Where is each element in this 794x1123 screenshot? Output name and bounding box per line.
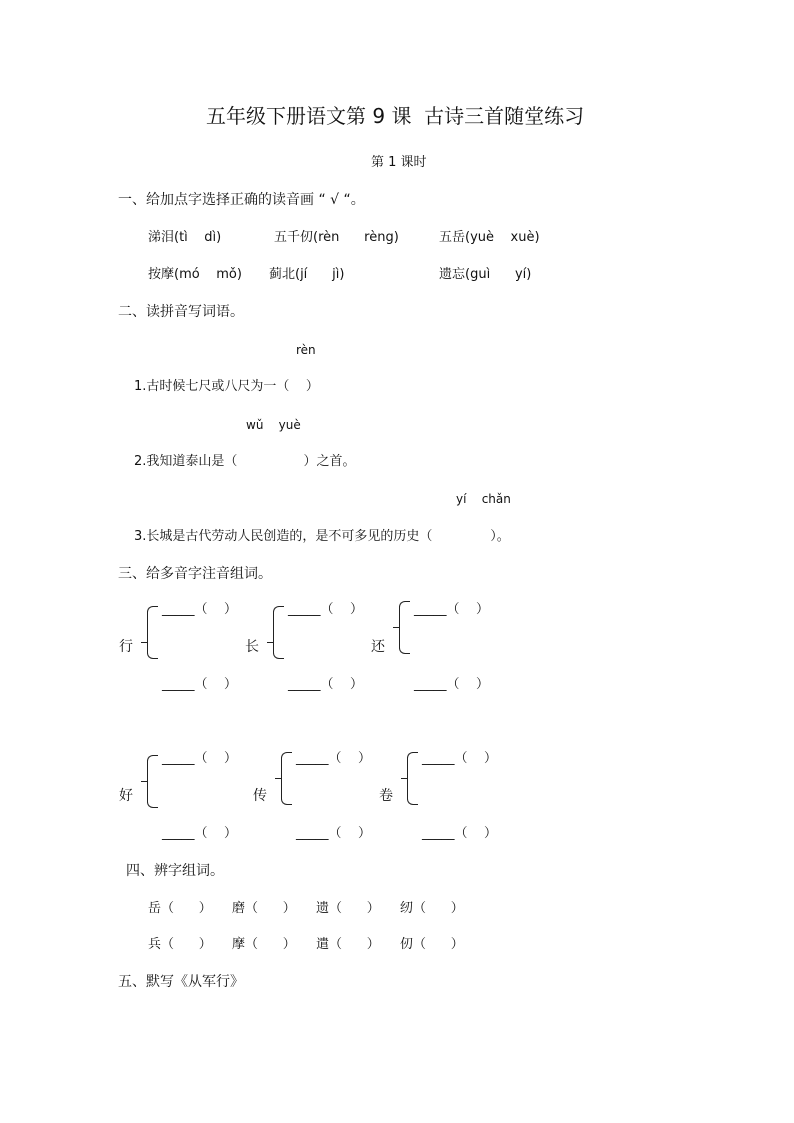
answer-blank: _____（ ） [422, 826, 498, 841]
word-pair: 磨（ ） [232, 901, 296, 916]
polyphone-char: 好 [119, 788, 133, 804]
answer-blank: _____（ ） [162, 602, 238, 617]
answer-blank: _____（ ） [288, 602, 364, 617]
polyphone-char: 传 [253, 788, 267, 804]
word-pair: 岳（ ） [148, 901, 212, 916]
brace-tick [141, 642, 147, 643]
answer-blank: _____（ ） [162, 826, 238, 841]
brace-bottom [407, 778, 418, 805]
section1-item: 蓟北(jí jì) [269, 267, 345, 282]
word-pair: 兵（ ） [148, 937, 212, 952]
section1-item: 五岳(yuè xuè) [439, 230, 540, 245]
brace-tick [401, 778, 407, 779]
polyphone-char: 还 [371, 639, 385, 655]
polyphone-char: 行 [119, 639, 133, 655]
brace-top [147, 755, 158, 782]
polyphone-char: 长 [245, 639, 259, 655]
answer-blank: _____（ ） [414, 602, 490, 617]
word-pair: 纫（ ） [400, 901, 464, 916]
answer-blank: _____（ ） [296, 826, 372, 841]
brace-bottom [147, 781, 158, 808]
answer-blank: _____（ ） [162, 677, 238, 692]
word-pair: 仞（ ） [400, 937, 464, 952]
brace-tick [141, 781, 147, 782]
section1-item: 按摩(mó mǒ) [148, 267, 242, 282]
brace-tick [393, 627, 399, 628]
section1-item: 五千仞(rèn rèng) [274, 230, 399, 245]
question-text: 1.古时候七尺或八尺为一（ ） [134, 379, 319, 394]
section1-item: 涕泪(tì dì) [148, 230, 222, 245]
pinyin-hint: yí chǎn [456, 492, 511, 506]
section1-heading: 一、给加点字选择正确的读音画 “ √ “。 [118, 192, 365, 208]
answer-blank: _____（ ） [414, 677, 490, 692]
brace-top [273, 606, 284, 643]
pinyin-hint: rèn [296, 343, 316, 357]
answer-blank: _____（ ） [162, 751, 238, 766]
answer-blank: _____（ ） [296, 751, 372, 766]
brace-top [147, 606, 158, 643]
brace-top [399, 601, 410, 628]
brace-tick [275, 778, 281, 779]
section4-heading: 四、辨字组词。 [126, 863, 224, 879]
section1-item: 遗忘(guì yí) [439, 267, 532, 282]
answer-blank: _____（ ） [288, 677, 364, 692]
question-text: 2.我知道泰山是（ ）之首。 [134, 454, 356, 469]
answer-blank: _____（ ） [422, 751, 498, 766]
section5-heading: 五、默写《从军行》 [118, 974, 244, 990]
brace-top [407, 752, 418, 779]
lesson-subtitle: 第 1 课时 [371, 155, 427, 170]
brace-top [281, 752, 292, 779]
brace-tick [267, 642, 273, 643]
polyphone-char: 卷 [379, 788, 393, 804]
brace-bottom [281, 778, 292, 805]
brace-bottom [147, 642, 158, 659]
word-pair: 摩（ ） [232, 937, 296, 952]
section2-heading: 二、读拼音写词语。 [118, 304, 244, 320]
word-pair: 遣（ ） [316, 937, 380, 952]
question-text: 3.长城是古代劳动人民创造的，是不可多见的历史（ ）。 [134, 529, 510, 544]
pinyin-hint: wǔ yuè [246, 418, 301, 432]
brace-bottom [399, 627, 410, 654]
section3-heading: 三、给多音字注音组词。 [118, 566, 272, 582]
word-pair: 遗（ ） [316, 901, 380, 916]
page-title: 五年级下册语文第 9 课 古诗三首随堂练习 [206, 104, 585, 128]
brace-bottom [273, 642, 284, 659]
